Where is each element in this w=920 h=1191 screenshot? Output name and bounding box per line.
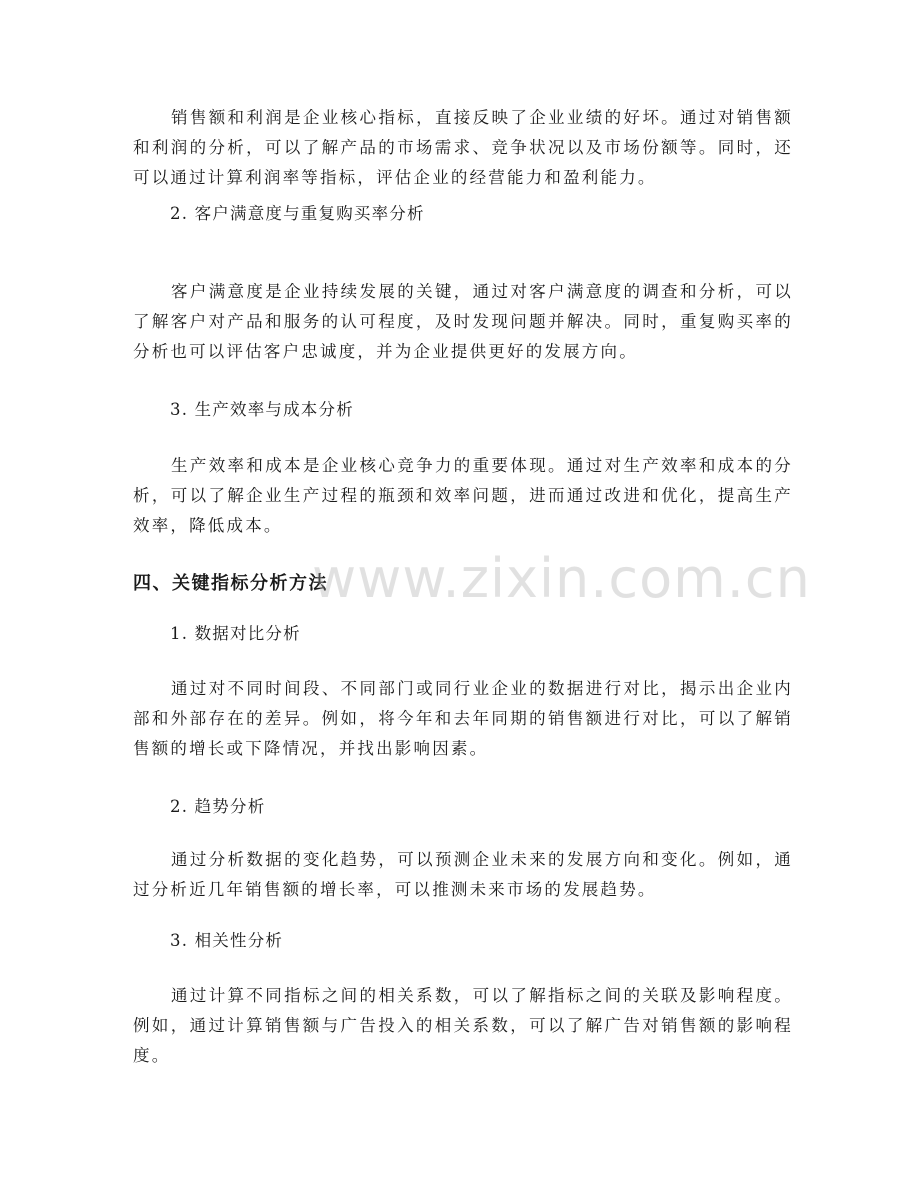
watermark-text: www.zixin.com.cn [312, 547, 811, 610]
subheading-data-comparison: 1. 数据对比分析 [170, 624, 301, 643]
paragraph-sales-profit: 销售额和利润是企业核心指标，直接反映了企业业绩的好坏。通过对销售额和利润的分析，可以了解产品的市场需求、竞争状况以及市场份额等。同时，还可以通过计算利润率等指标，评估企业的经营能力和盈利能力。 [133, 108, 793, 187]
paragraph-data-comparison: 通过对不同时间段、不同部门或同行业企业的数据进行对比，揭示出企业内部和外部存在的差异。例如，将今年和去年同期的销售额进行对比，可以了解销售额的增长或下降情况，并找出影响因素。 [133, 679, 793, 758]
paragraph-customer-satisfaction: 客户满意度是企业持续发展的关键，通过对客户满意度的调查和分析，可以了解客户对产品和服务的认可程度，及时发现问题并解决。同时，重复购买率的分析也可以评估客户忠诚度，并为企业提供更好的发展方向。 [133, 282, 793, 361]
section-heading-methods: 四、关键指标分析方法 [133, 573, 328, 594]
subheading-customer-satisfaction: 2. 客户满意度与重复购买率分析 [170, 204, 425, 223]
subheading-production-efficiency: 3. 生产效率与成本分析 [170, 400, 354, 419]
paragraph-production-efficiency: 生产效率和成本是企业核心竞争力的重要体现。通过对生产效率和成本的分析，可以了解企业生产过程的瓶颈和效率问题，进而通过改进和优化，提高生产效率，降低成本。 [133, 456, 793, 535]
subheading-trend-analysis: 2. 趋势分析 [170, 797, 266, 816]
subheading-correlation-analysis: 3. 相关性分析 [170, 931, 284, 950]
paragraph-correlation-analysis: 通过计算不同指标之间的相关系数，可以了解指标之间的关联及影响程度。例如，通过计算销售额与广告投入的相关系数，可以了解广告对销售额的影响程度。 [133, 986, 793, 1065]
paragraph-trend-analysis: 通过分析数据的变化趋势，可以预测企业未来的发展方向和变化。例如，通过分析近几年销售额的增长率，可以推测未来市场的发展趋势。 [133, 850, 793, 899]
